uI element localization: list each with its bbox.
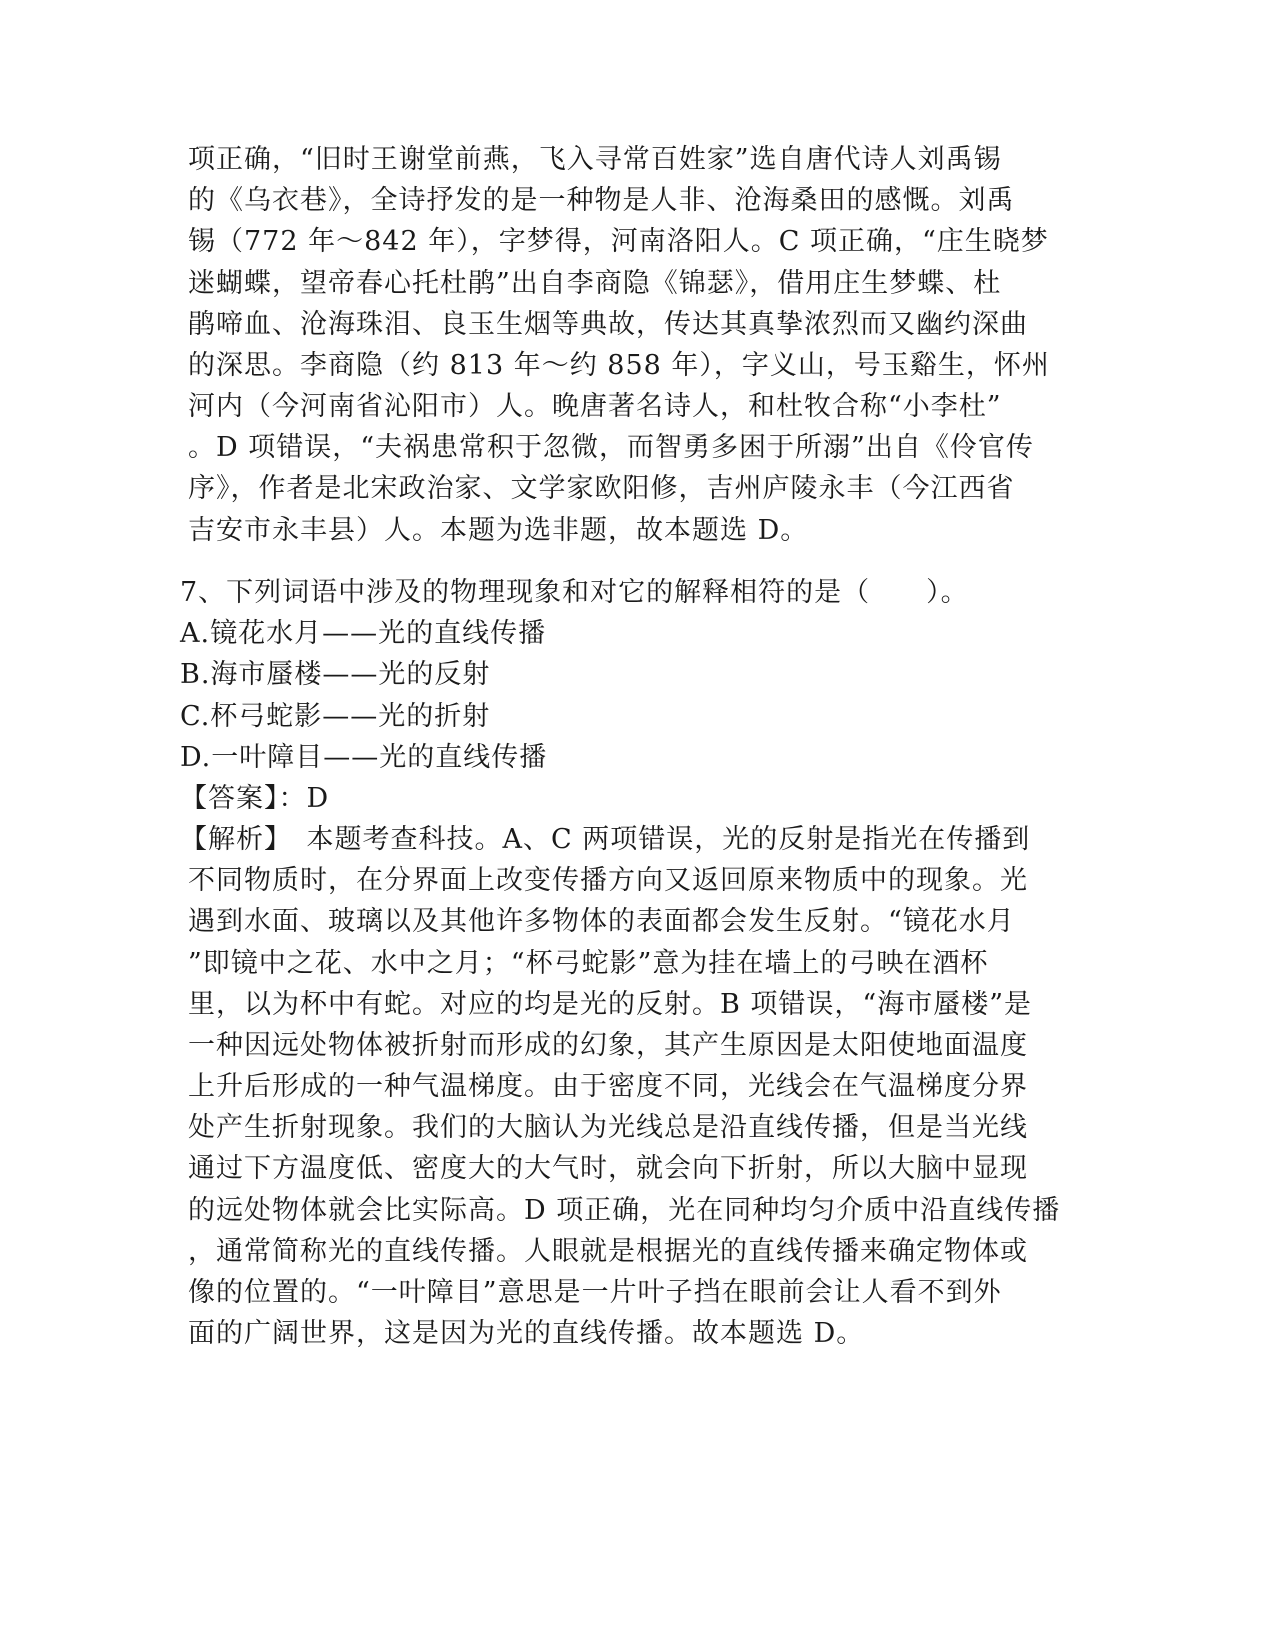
text-line: 遇到水面、玻璃以及其他许多物体的表面都会发生反射。“镜花水月 (188, 906, 1015, 937)
option-c: C.杯弓蛇影——光的折射 (180, 701, 491, 732)
text-line: 鹃啼血、沧海珠泪、良玉生烟等典故，传达其真挚浓烈而又幽约深曲 (188, 309, 1028, 340)
text-line: 通过下方温度低、密度大的大气时，就会向下折射，所以大脑中显现 (188, 1153, 1028, 1184)
text-line: 锡（772 年～842 年），字梦得，河南洛阳人。C 项正确，“庄生晓梦 (188, 226, 1049, 257)
text-line: 。D 项错误，“夫祸患常积于忽微，而智勇多困于所溺”出自《伶官传 (188, 432, 1034, 463)
text-line: 上升后形成的一种气温梯度。由于密度不同，光线会在气温梯度分界 (188, 1071, 1028, 1102)
text-line: 项正确，“旧时王谢堂前燕，飞入寻常百姓家”选自唐代诗人刘禹锡 (188, 144, 1002, 175)
text-line: 不同物质时，在分界面上改变传播方向又返回原来物质中的现象。光 (188, 865, 1028, 896)
text-line: 处产生折射现象。我们的大脑认为光线总是沿直线传播，但是当光线 (188, 1112, 1028, 1143)
text-line: 的《乌衣巷》，全诗抒发的是一种物是人非、沧海桑田的感慨。刘禹 (188, 185, 1015, 216)
text-line: 迷蝴蝶，望帝春心托杜鹃”出自李商隐《锦瑟》，借用庄生梦蝶、杜 (188, 268, 1002, 299)
text-line: 面的广阔世界，这是因为光的直线传播。故本题选 D。 (188, 1318, 865, 1349)
question-stem: 7、下列词语中涉及的物理现象和对它的解释相符的是（ ）。 (180, 577, 969, 608)
text-line: ，通常简称光的直线传播。人眼就是根据光的直线传播来确定物体或 (188, 1236, 1028, 1267)
answer-line: 【答案】：D (180, 783, 330, 814)
option-a: A.镜花水月——光的直线传播 (180, 618, 547, 649)
option-b: B.海市蜃楼——光的反射 (180, 659, 491, 690)
text-line: 里，以为杯中有蛇。对应的均是光的反射。B 项错误，“海市蜃楼”是 (188, 989, 1033, 1020)
text-line: 的深思。李商隐（约 813 年～约 858 年），字义山，号玉谿生，怀州 (188, 350, 1050, 381)
text-line: 序》，作者是北宋政治家、文学家欧阳修，吉州庐陵永丰（今江西省 (188, 473, 1015, 504)
text-line: 的远处物体就会比实际高。D 项正确，光在同种均匀介质中沿直线传播 (188, 1195, 1061, 1226)
text-line: 像的位置的。“一叶障目”意思是一片叶子挡在眼前会让人看不到外 (188, 1277, 1002, 1308)
text-line: 吉安市永丰县）人。本题为选非题，故本题选 D。 (188, 515, 809, 546)
text-line: 河内（今河南省沁阳市）人。晚唐著名诗人，和杜牧合称“小李杜” (188, 391, 1002, 422)
option-d: D.一叶障目——光的直线传播 (180, 742, 548, 773)
text-line: 【解析】 本题考查科技。A、C 两项错误，光的反射是指光在传播到 (180, 824, 1031, 855)
text-line: 一种因远处物体被折射而形成的幻象，其产生原因是太阳使地面温度 (188, 1030, 1028, 1061)
text-line: ”即镜中之花、水中之月；“杯弓蛇影”意为挂在墙上的弓映在酒杯 (188, 948, 989, 979)
